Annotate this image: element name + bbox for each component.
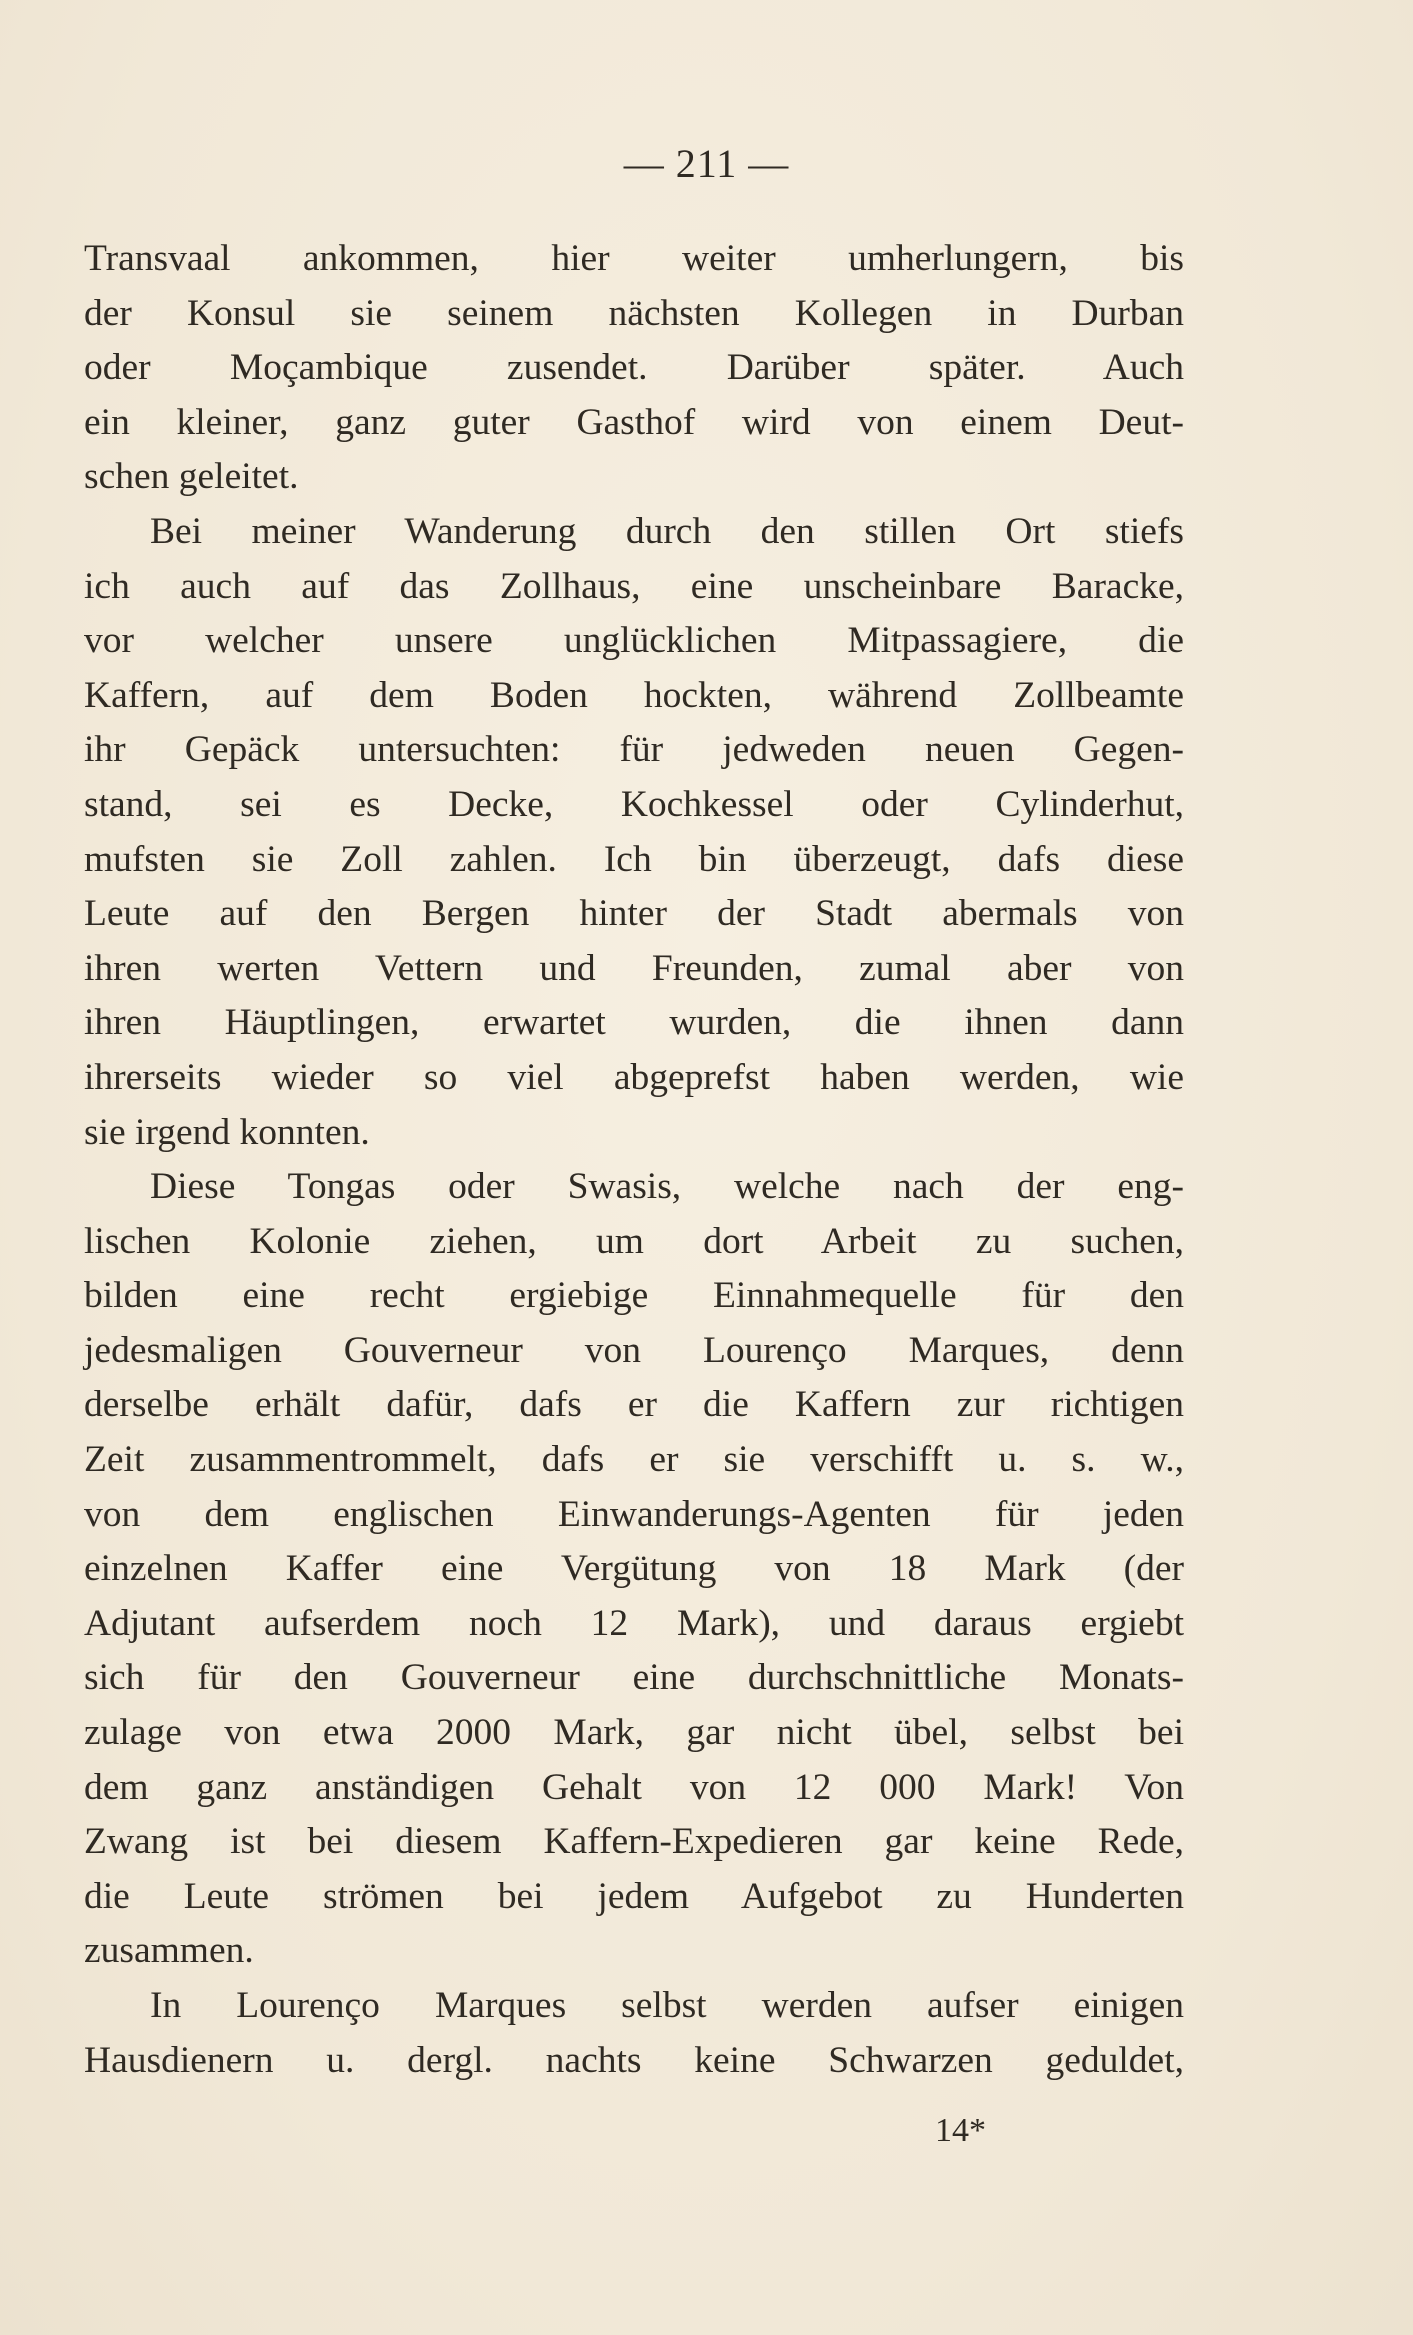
text-line: Zeit zusammentrommelt, dafs er sie verschifft u. s. w., bbox=[84, 1439, 1184, 1481]
text-line: stand, sei es Decke, Kochkessel oder Cylinderhut, bbox=[84, 783, 1184, 825]
text-line: die Leute strömen bei jedem Aufgebot zu Hunderten bbox=[84, 1875, 1184, 1917]
body-text bbox=[84, 232, 1184, 2088]
text-line: Bei meiner Wanderung durch den stillen Ort stiefs bbox=[150, 510, 1184, 552]
text-line: schen geleitet. bbox=[84, 456, 299, 498]
text-line: ihren werten Vettern und Freunden, zumal aber von bbox=[84, 947, 1184, 989]
text-line: zulage von etwa 2000 Mark, gar nicht übel, selbst bei bbox=[84, 1712, 1184, 1754]
text-line: sie irgend konnten. bbox=[84, 1111, 370, 1153]
text-line: mufsten sie Zoll zahlen. Ich bin überzeugt, dafs diese bbox=[84, 838, 1184, 880]
text-line: vor welcher unsere unglücklichen Mitpassagiere, die bbox=[84, 620, 1184, 662]
text-line: jedesmaligen Gouverneur von Lourenço Marques, denn bbox=[84, 1329, 1184, 1371]
text-line: ich auch auf das Zollhaus, eine unscheinbare Baracke, bbox=[84, 565, 1184, 607]
text-line: oder Moçambique zusendet. Darüber später. Auch bbox=[84, 347, 1184, 389]
text-line: einzelnen Kaffer eine Vergütung von 18 Mark (der bbox=[84, 1548, 1184, 1590]
text-line: ihrerseits wieder so viel abgeprefst haben werden, wie bbox=[84, 1056, 1184, 1098]
text-line: ein kleiner, ganz guter Gasthof wird von einem Deut- bbox=[84, 401, 1184, 443]
text-line: ihren Häuptlingen, erwartet wurden, die ihnen dann bbox=[84, 1002, 1184, 1044]
text-line: Adjutant aufserdem noch 12 Mark), und daraus ergiebt bbox=[84, 1602, 1184, 1644]
text-line: Leute auf den Bergen hinter der Stadt abermals von bbox=[84, 893, 1184, 935]
text-line: bilden eine recht ergiebige Einnahmequelle für den bbox=[84, 1275, 1184, 1317]
page-number: — 211 — bbox=[623, 141, 790, 186]
text-line: derselbe erhält dafür, dafs er die Kaffern zur richtigen bbox=[84, 1384, 1184, 1426]
text-line: Zwang ist bei diesem Kaffern-Expedieren gar keine Rede, bbox=[84, 1821, 1184, 1863]
text-line: Hausdienern u. dergl. nachts keine Schwarzen geduldet, bbox=[84, 2039, 1184, 2081]
text-line: Kaffern, auf dem Boden hockten, während Zollbeamte bbox=[84, 674, 1184, 716]
text-line: lischen Kolonie ziehen, um dort Arbeit zu suchen, bbox=[84, 1220, 1184, 1262]
text-line: der Konsul sie seinem nächsten Kollegen in Durban bbox=[84, 292, 1184, 334]
text-line: von dem englischen Einwanderungs-Agenten für jeden bbox=[84, 1493, 1184, 1535]
text-line: dem ganz anständigen Gehalt von 12 000 Mark! Von bbox=[84, 1766, 1184, 1808]
signature-mark: 14* bbox=[935, 2112, 986, 2149]
text-line: sich für den Gouverneur eine durchschnittliche Monats- bbox=[84, 1657, 1184, 1699]
text-line: Diese Tongas oder Swasis, welche nach der eng- bbox=[150, 1166, 1184, 1208]
text-line: In Lourenço Marques selbst werden aufser einigen bbox=[150, 1985, 1184, 2026]
text-line: zusammen. bbox=[84, 1930, 254, 1972]
text-line: Transvaal ankommen, hier weiter umherlungern, bis bbox=[84, 238, 1184, 279]
text-line: ihr Gepäck untersuchten: für jedweden neuen Gegen- bbox=[84, 729, 1184, 771]
